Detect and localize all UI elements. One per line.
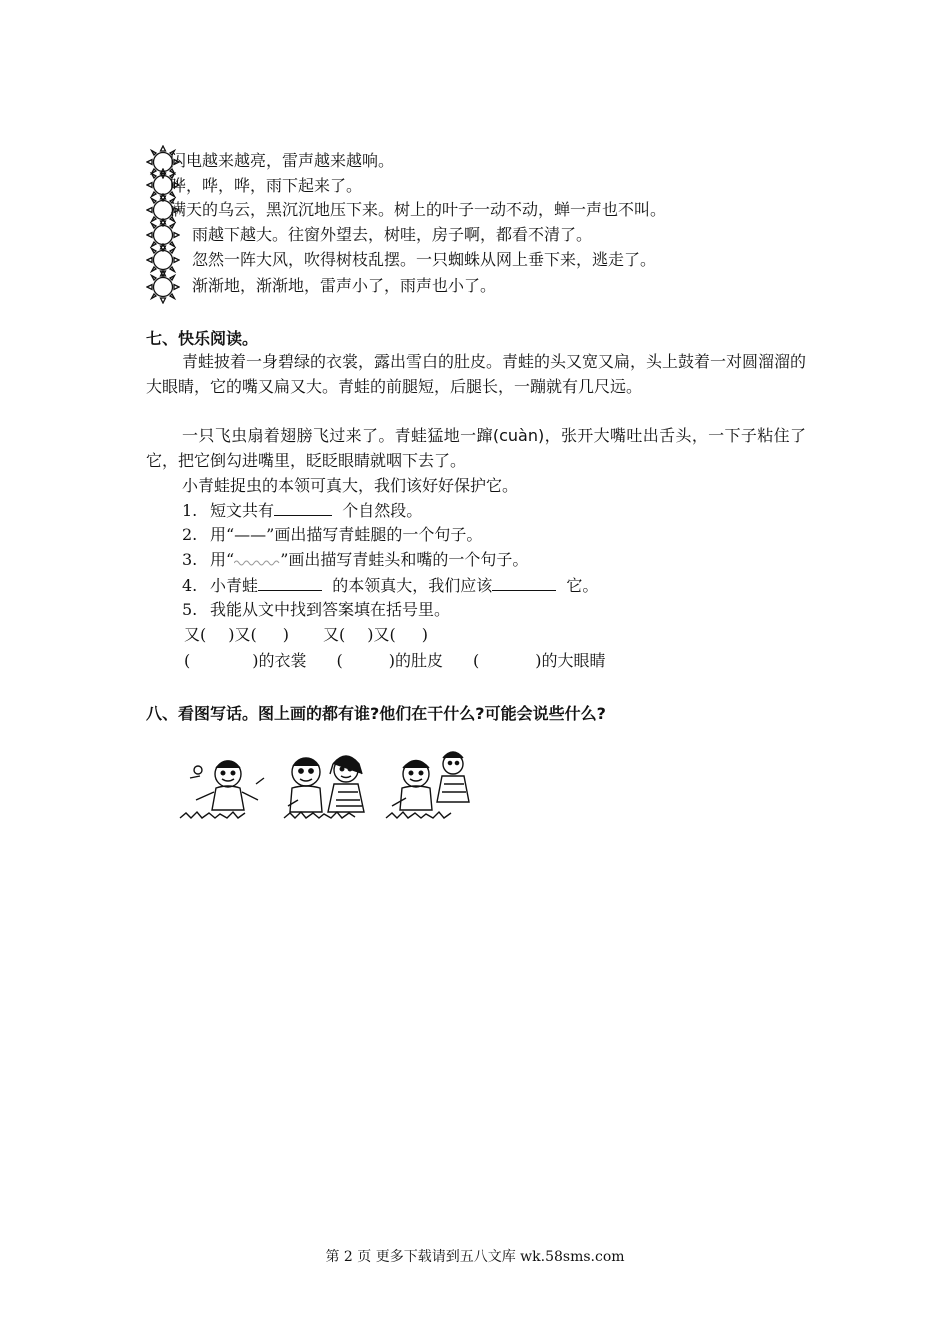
answer-blank[interactable] [274, 499, 332, 516]
question-4: 4. 小青蛙 的本领真大，我们应该 它。 [182, 576, 599, 595]
sun-marker-icon [146, 270, 180, 304]
section-8-title: 八、看图写话。图上画的都有谁?他们在干什么?可能会说些什么? [146, 704, 606, 723]
page-footer: 第 2 页 更多下载请到五八文库 wk.58sms.com [325, 1249, 625, 1265]
sorting-sentence: 哗，哗，哗，雨下起来了。 [170, 176, 363, 195]
pinyin-annotation: (cuàn) [492, 426, 545, 445]
reading-paragraph-3: 小青蛙捉虫的本领可真大，我们该好好保护它。 [182, 476, 519, 495]
question-1: 1. 短文共有 个自然段。 [182, 501, 423, 520]
answer-blank[interactable] [258, 574, 322, 591]
sorting-sentence: 忽然一阵大风，吹得树枝乱摆。一只蜘蛛从网上垂下来，逃走了。 [192, 250, 657, 269]
reading-paragraph-1: 青蛙披着一身碧绿的衣裳，露出雪白的肚皮。青蛙的头又宽又扁，头上鼓着一对圆溜溜的大眼睛，它的嘴又扁又大。青蛙的前腿短，后腿长，一蹦就有几尺远。 [146, 352, 807, 396]
children-picture-illustration [176, 748, 472, 824]
sorting-sentence: 闪电越来越亮，雷声越来越响。 [170, 151, 395, 170]
question-3: 3. 用“ ”画出描写青蛙头和嘴的一个句子。 [182, 550, 529, 569]
sorting-sentence: 满天的乌云，黑沉沉地压下来。树上的叶子一动不动，蝉一声也不叫。 [170, 200, 667, 219]
section-7-title: 七、快乐阅读。 [146, 329, 259, 348]
reading-paragraph-2: 一只飞虫扇着翅膀飞过来了。青蛙猛地一蹿(cuàn)，张开大嘴吐出舌头，一下子粘住了它，把它倒勾进嘴里，眨眨眼睛就咽下去了。 [146, 426, 806, 470]
sorting-sentence: 渐渐地，渐渐地，雷声小了，雨声也小了。 [192, 276, 497, 295]
fill-row-2: ( )的衣裳 ( )的肚皮 ( )的大眼睛 [184, 651, 606, 670]
fill-row-1: 又( )又( ) 又( )又( ) [184, 625, 428, 644]
sorting-sentence: 雨越下越大。往窗外望去，树哇，房子啊，都看不清了。 [192, 225, 593, 244]
answer-blank[interactable] [492, 574, 556, 591]
question-2: 2. 用“——”画出描写青蛙腿的一个句子。 [182, 525, 483, 544]
wavy-underline-icon [234, 556, 280, 566]
question-5: 5. 我能从文中找到答案填在括号里。 [182, 600, 451, 619]
